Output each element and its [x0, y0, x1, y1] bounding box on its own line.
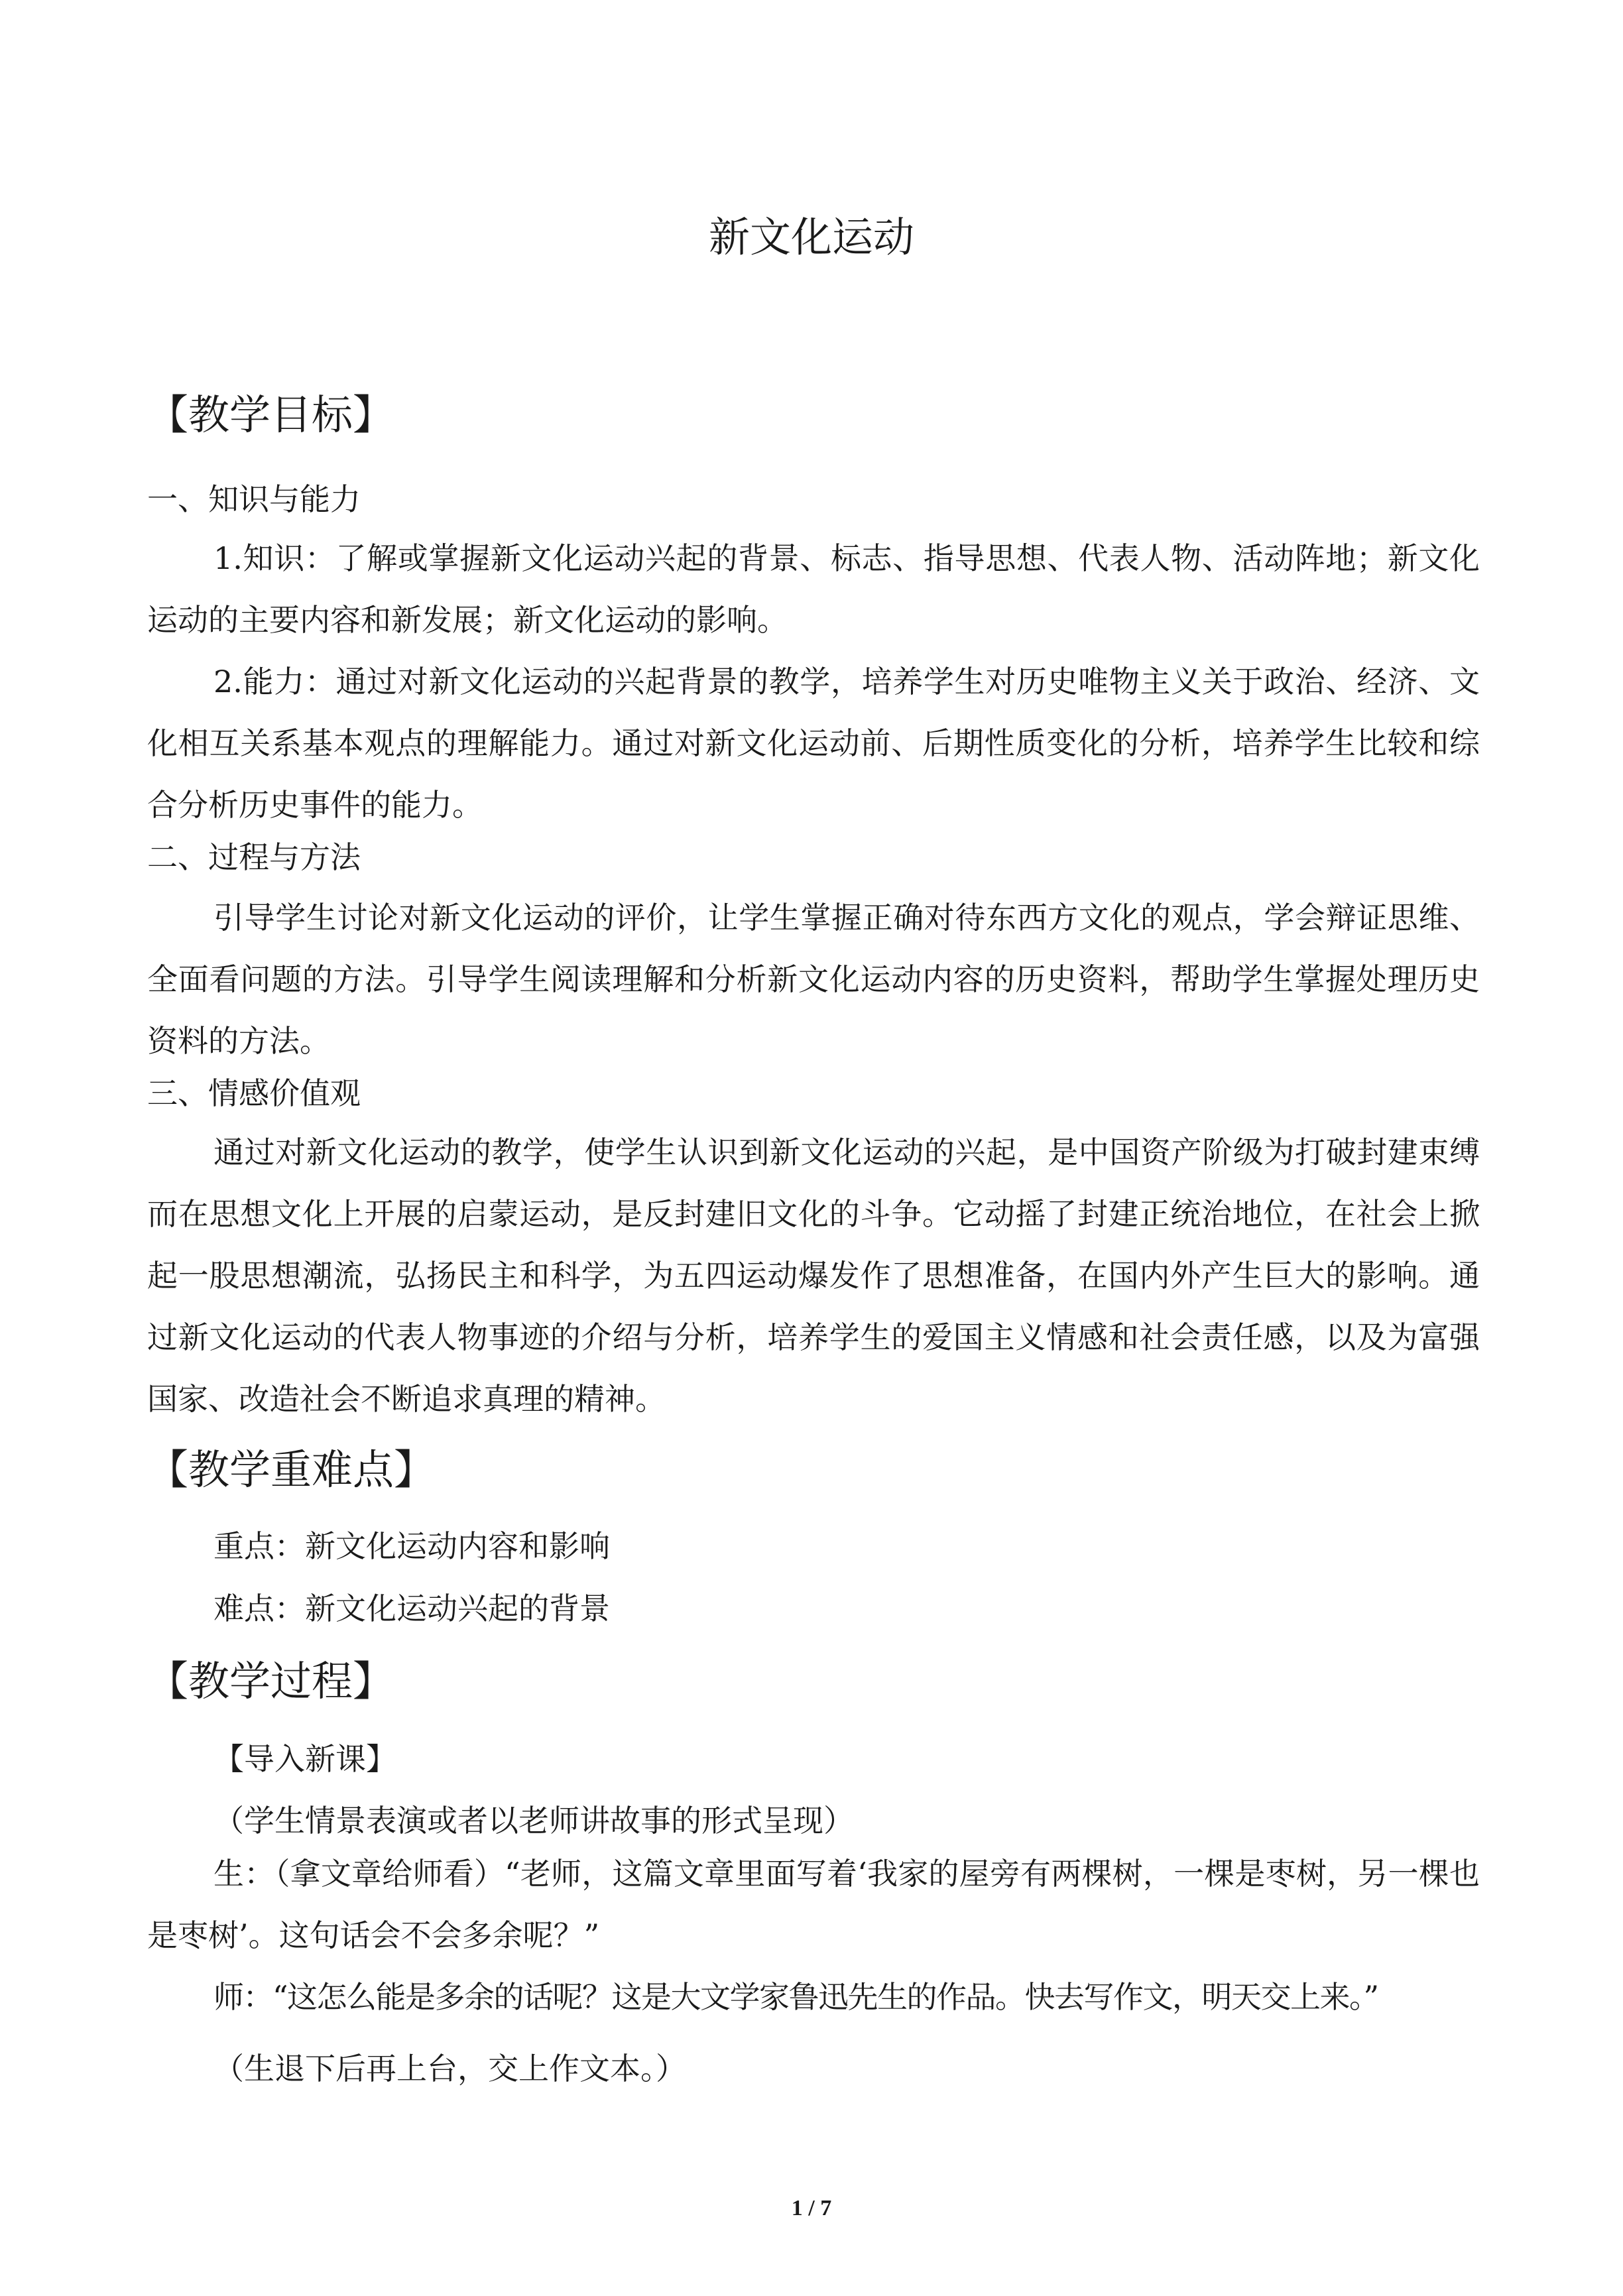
subheading-emotion-values: 三、情感价值观 — [147, 1075, 361, 1111]
document-title: 新文化运动 — [708, 213, 914, 261]
difficult-point: 难点：新文化运动兴起的背景 — [213, 1591, 610, 1626]
paragraph-emotion-values: 通过对新文化运动的教学，使学生认识到新文化运动的兴起，是中国资产阶级为打破封建束缚而在思想文化上开展的启蒙运动，是反封建旧文化的斗争。它动摇了封建正统治地位，在社会上掀起一股思想潮流，弘扬民主和科学，为五四运动爆发作了思想准备，在国内外产生巨大的影响。通过新文化运动的代表人物事迹的介绍与分析，培养学生的爱国主义情感和社会责任感，以及为富强国家、改造社会不断追求真理的精神。 — [147, 1134, 1480, 1417]
paragraph-knowledge: 1.知识：了解或掌握新文化运动兴起的背景、标志、指导思想、代表人物、活动阵地；新文化运动的主要内容和新发展；新文化运动的影响。 — [147, 540, 1480, 638]
intro-label: 【导入新课】 — [213, 1741, 396, 1777]
page-number: 1 / 7 — [791, 2196, 832, 2220]
heading-key-difficult-points: 【教学重难点】 — [147, 1445, 436, 1494]
paragraph-process-method: 引导学生讨论对新文化运动的评价，让学生掌握正确对待东西方文化的观点，学会辩证思维、全面看问题的方法。引导学生阅读理解和分析新文化运动内容的历史资料，帮助学生掌握处理历史资料的方法。 — [147, 900, 1480, 1059]
dialog-teacher: 师：“这怎么能是多余的话呢？这是大文学家鲁迅先生的作品。快去写作文，明天交上来。” — [213, 1979, 1378, 2015]
intro-note: （学生情景表演或者以老师讲故事的形式呈现） — [213, 1803, 854, 1839]
key-point: 重点：新文化运动内容和影响 — [213, 1528, 610, 1564]
heading-objectives: 【教学目标】 — [147, 391, 394, 439]
subheading-knowledge-ability: 一、知识与能力 — [147, 481, 361, 517]
subheading-process-method: 二、过程与方法 — [147, 839, 361, 875]
heading-teaching-process: 【教学过程】 — [147, 1657, 394, 1705]
paragraph-ability: 2.能力：通过对新文化运动的兴起背景的教学，培养学生对历史唯物主义关于政治、经济、文化相互关系基本观点的理解能力。通过对新文化运动前、后期性质变化的分析，培养学生比较和综合分析历史事件的能力。 — [147, 664, 1480, 823]
dialog-note: （生退下后再上台，交上作文本。） — [213, 2051, 686, 2086]
dialog-student: 生：（拿文章给师看）“老师，这篇文章里面写着‘我家的屋旁有两棵树，一棵是枣树，另一棵也是枣树’。这句话会不会多余呢？” — [147, 1856, 1480, 1953]
